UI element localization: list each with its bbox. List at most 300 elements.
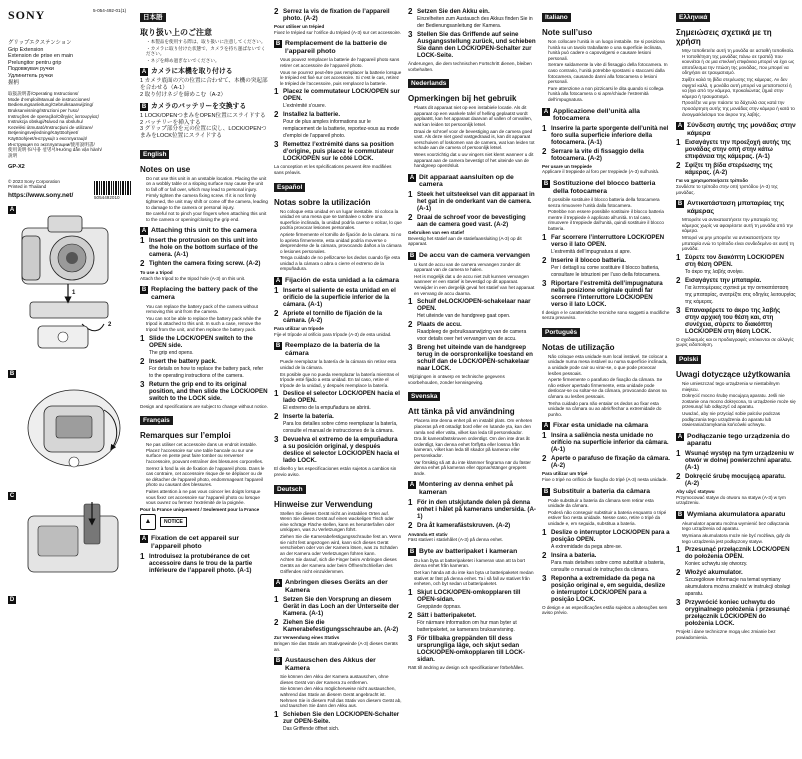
step-text: Σύρετε τον διακόπτη LOCK/OPEN στη θέση OPEN. xyxy=(685,253,784,268)
french-notes xyxy=(140,442,268,506)
tripod-text: Przymocować statyw do otworu na statyw (A-3) w tym urządzeniu. xyxy=(676,494,786,506)
title-ru-2: Удлинитель ручки xyxy=(8,72,53,79)
notice-symbol xyxy=(140,514,268,530)
swedish-step-a1: 1 För in den utskjutande delen på denna enhet i hålet på kamerans undersida. (A-1) xyxy=(408,497,536,520)
camera-with-grip-illustration xyxy=(8,206,134,366)
portuguese-step-a1: 1 Insira a saliência nesta unidade no orifício na superfície inferior da câmara. (A-1) xyxy=(542,431,669,454)
japanese-section-b: B カメラのバッテリーを交換する xyxy=(141,103,247,111)
note-item: • Aperte firmemente o parafuso de fixação da câmara. Se não estiver apertado firmemente, esta unidade pode deslocar-se ou soltar-se da câmara, provocando danos na câmara ou lesões pessoais. xyxy=(548,377,670,399)
portuguese-step-b3: 3 Reponha a extremidade da pega na posição original e, em seguida, deslize o interruptor LOCK/OPEN para a posição LOCK. xyxy=(542,575,670,603)
step-subtext: Einzelheiten zum Austausch des Akkus finden Sie in der Bedienungsanleitung der Kamera. xyxy=(417,16,533,29)
step-text: Introduisez la protubérance de cet accessoire dans le trou de la partie inférieure de l’appareil photo. (A-1) xyxy=(149,552,253,574)
design-note: Ο σχεδιασμός και οι προδιαγραφές υπόκεινται σε αλλαγές χωρίς ειδοποίηση. xyxy=(676,336,794,348)
column-1 xyxy=(8,6,134,754)
note-item: • Faites attention à ne pas vous coincer les doigts lorsque vous fixez cet accessoire sur l’appareil photo ou lorsque vous ouvrez ou fermez l’extrémité de la poignée. xyxy=(146,489,268,506)
swedish-step-b3: 3 För tillbaka greppänden till dess ursprungliga läge, och skjut sedan LOCK/OPEN-omkopplaren till LOCK-sidan. xyxy=(408,635,536,663)
step-text: Devuelva el extremo de la empuñadura a su posición original, y después deslice el selector LOCK/OPEN hacia el lado LOCK. xyxy=(283,436,400,465)
figure-b xyxy=(8,370,134,488)
note-item: • Fare attenzione a non pizzicarsi le dita quando si collega l’unità alla fotocamera o si apre/chiude l’estremità dell’impugnatura. xyxy=(548,86,670,103)
design-note: Rätt till ändring av design och specifikationer förbehålles. xyxy=(408,664,524,670)
step-text: 1 カメラ底面の穴の位置に合わせて、本機の突起部を合わせる（A-1） xyxy=(140,78,268,91)
instructions-line: Käyttöohjeet/Інструкції з експлуатації/ xyxy=(8,135,88,141)
instructions-list xyxy=(8,91,134,158)
swedish-section-a: A Montering av denna enhet på kameran xyxy=(408,481,536,496)
german-step-b1: 1 Schieben Sie den LOCK/OPEN-Schalter zur OPEN-Seite. Das Griffende öffnet sich. xyxy=(274,709,400,732)
note-item: • Placera inte denna enhet på en instabil plats. Om enheten placeras på ett ostadigt bord eller en lutande yta, kan den ramla ned eller välta, vilket kan leda till personskador. xyxy=(414,418,536,435)
greek-step-b1: 1 Σύρετε τον διακόπτη LOCK/OPEN στη θέση OPEN. Το άκρο της λαβής ανοίγει. xyxy=(676,252,784,275)
instructions-line: Bruksanvisning/Istruzioni per l’uso/ xyxy=(8,107,79,113)
german-step-b3: 3 Stellen Sie das Griffende auf seine Ausgangsstellung zurück, und schieben Sie dann den LOCK/OPEN-Schalter zur LOCK-Seite. xyxy=(408,30,536,59)
portuguese-step-b2: 2 Insira a bateria. Para mais detalhes sobre como substituir a bateria, consulte o manual de instruções da câmara. xyxy=(542,550,665,573)
step-text: Εισαγάγετε την μπαταρία. xyxy=(685,276,762,284)
italian-step-a1: 1 Inserire la parte sporgente dell’unità nel foro sulla superficie inferiore della fotocamera. (A-1) xyxy=(542,123,669,146)
instructions-line: Kezelési útmutató/Instrucţiuni de utilizare/ xyxy=(8,124,93,130)
figure-d-label: D xyxy=(9,597,15,604)
section-title: カメラのバッテリーを交換する xyxy=(151,103,247,111)
step-subtext: För närmare information om hur man byter ut batteripaketet, se kamerans bruksanvisning. xyxy=(417,619,517,633)
french-notes-heading: Remarques sur l’emploi xyxy=(140,431,231,441)
japanese-notes-heading: 取り扱い上のご注意 xyxy=(140,28,212,37)
step-text: Draai de schroef voor de bevestiging aan de camera goed vast. (A-2) xyxy=(417,213,526,228)
step-subtext: Szczegółowe informacje na temat wymiany akumulatora można znaleźć w instrukcji obsługi aparatu. xyxy=(685,577,791,598)
french-section-b: B Remplacement de la batterie de l’appareil photo xyxy=(274,40,402,55)
step-subtext: For details on how to replace the battery pack, refer to the operating instructions of the camera. xyxy=(149,365,264,379)
note-item: • Uważać, aby nie przyciąć sobie palców podczas podłączania tego urządzenia do aparatu lub otwierania/zamykania końcówki uchwytu. xyxy=(682,411,796,428)
english-step-a2: 2 Tighten the camera fixing screw. (A-2) xyxy=(140,259,261,269)
step-text: Inserte la batería. xyxy=(283,413,334,421)
german-step-a2: 2 Ziehen Sie die Kamerabefestigungsschraube an. (A-2) xyxy=(274,619,402,633)
german-section-a: A Anbringen dieses Geräts an der Kamera xyxy=(274,579,402,594)
swedish-notes xyxy=(408,418,536,476)
step-text: Stellen Sie das Griffende auf seine Ausgangsstellung zurück, und schieben Sie dann den LOCK/OPEN-Schalter zur LOCK-Seite. xyxy=(417,31,536,59)
tripod-text: Fixe o tripé no orifício de fixação do tripé (A-3) nesta unidade. xyxy=(542,476,668,482)
italian-notes-b xyxy=(542,197,670,232)
lang-german: Deutsch xyxy=(274,485,306,494)
cover-header xyxy=(8,6,134,22)
instructions-line: Инструкция по эксплуатации/使用說明書/ xyxy=(8,141,95,147)
polish-notes xyxy=(676,381,796,428)
dutch-step-b2: 2 Plaats de accu. Raadpleeg de gebruiksaanwijzing van de camera voor details over het vervangen van de accu. xyxy=(408,320,527,343)
notice-icon: ▲ xyxy=(140,514,156,530)
note-item: • Vous ne pourrez peut-être pas remplacer la batterie lorsque le trépied est fixé sur cet accessoire. Si c’est le cas, retirez le trépied de l’accessoire, puis remplacez la batterie. xyxy=(280,70,402,87)
tripod-text: Attach the tripod to the tripod hole (A-3) on this unit. xyxy=(140,275,246,281)
note-item: • Du kan byta ut batteripaketet i kameran utan att ta bort denna enhet från kameran. xyxy=(414,558,536,569)
step-subtext: Het uiteinde van de handgreep gaat open. xyxy=(417,313,511,320)
english-section-a: A Attaching this unit to the camera xyxy=(141,227,257,235)
lang-portuguese: Português xyxy=(542,328,580,337)
note-item: • Achten Sie darauf, sich die Finger beim Anbringen dieses Geräts an der Kamera oder beim Öffnen/Schließen des Griffendes nicht einzuklemmen. xyxy=(280,557,402,574)
step-text: Installez la batterie. xyxy=(283,111,341,119)
section-title: De accu van de camera vervangen xyxy=(419,251,531,259)
note-item: • Σφίξτε καλά τη βίδα στερέωσης της κάμερας. Αν δεν σφιχτεί καλά, η μονάδα αυτή μπορεί να μετατοπιστεί ή να βγει από την κάμερα, προκαλώντας ζημιά στην κάμερα ή τραυματισμό. xyxy=(682,77,796,99)
copyright-block xyxy=(8,179,134,201)
french-step-b2: 2 Installez la batterie. Pour de plus amples informations sur le remplacement de la batterie, reportez-vous au mode d’emploi de l’appareil photo. xyxy=(274,110,400,140)
column-5 xyxy=(542,6,670,754)
note-item: • ・カメラに取り付けた状態で、カメラを持ち運ばないでください。 xyxy=(146,46,268,57)
tripod-heading: Per usare un treppiede xyxy=(542,163,592,169)
step-text: Schieben Sie den LOCK/OPEN-Schalter zur OPEN-Seite. xyxy=(283,710,400,725)
spanish-section-b: B Reemplazo de la batería de la cámara xyxy=(274,342,402,357)
step-text: Slide the LOCK/OPEN switch to the OPEN side. xyxy=(149,334,253,349)
lang-french: Français xyxy=(140,416,173,425)
section-title: Montering av denna enhet på kameran xyxy=(419,481,514,496)
section-title: Applicazione dell’unità alla fotocamera xyxy=(553,107,640,123)
swedish-notes-b xyxy=(408,558,536,587)
dutch-section-b: B De accu van de camera vervangen xyxy=(409,251,531,259)
lang-italian: Italiano xyxy=(542,13,571,22)
tripod-heading: To use a tripod xyxy=(140,270,173,276)
section-title: Fixar esta unidade na câmara xyxy=(553,422,649,430)
step-subtext: Για λεπτομέρειες σχετικά με την αντικατάσταση της μπαταρίας, ανατρέξτε στις οδηγίες λειτουργίας της κάμερας. xyxy=(685,284,796,305)
note-item: • Nie umieszczać tego urządzenia w niestabilnym miejscu. xyxy=(682,381,796,392)
step-text: Przesunąć przełącznik LOCK/OPEN do położenia OPEN. xyxy=(685,546,790,561)
france-only-heading: Pour la France uniquement / Seulement pour la France xyxy=(140,506,260,512)
swedish-step-b2: 2 Sätt i batteripaketet. För närmare information om hur man byter ut batteripaketet, se kamerans bruksanvisning. xyxy=(408,610,517,633)
tripod-heading: Zur Verwendung eines Stativs xyxy=(274,635,340,641)
dutch-step-b1: 1 Schuif deLOCK/OPEN-schakelaar naar OPEN. Het uiteinde van de handgreep gaat open. xyxy=(408,297,531,320)
portuguese-notes-heading: Notas de utilização xyxy=(542,342,615,352)
step-text: Insira a saliência nesta unidade no orifício na superfície inferior da câmara. (A-1) xyxy=(551,432,669,454)
section-title: Reemplazo de la batería de la cámara xyxy=(285,342,380,357)
lang-japanese: 日本語 xyxy=(140,13,166,22)
title-fr: Extension de prise en main xyxy=(8,53,74,60)
step-text: Placez le commutateur LOCK/OPEN sur OPEN. xyxy=(283,88,400,103)
note-item: • No coloque esta unidad en un lugar inestable. Si coloca la unidad en una mesa que se tambalee o sobre una superficie inclinada, la unidad podría caerse o volcar, lo que podría provocar lesiones personales. xyxy=(280,209,402,231)
copyright: © 2023 Sony Corporation xyxy=(8,178,60,184)
note-item: • Wees voorzichtig dat u uw vingers niet klemt wanneer u dit apparaat aan de camera bevestigt of het uiteinde van de handgreep opent/sluit. xyxy=(414,152,536,169)
design-note: Il design e le caratteristiche tecniche sono soggetti a modifiche senza preavviso. xyxy=(542,309,670,321)
tripod-text: Fäst stativet i stativhålet (A-3) på denna enhet. xyxy=(408,537,503,543)
polish-step-b2: 2 Włożyć akumulator. Szczegółowe informacje na temat wymiany akumulatora można znaleźć w instrukcji obsługi aparatu. xyxy=(676,568,791,598)
note-item: • ・本製品を使用する際は、取り扱いに注意してください。 xyxy=(146,39,268,45)
design-note: Design and specifications are subject to change without notice. xyxy=(140,403,268,409)
step-text: Inserire il blocco batteria. xyxy=(551,256,626,264)
note-item: • Do not use this unit in an unstable location. Placing the unit on a wobbly table or a sloping surface may cause the unit to fall off or fall over, which may lead to personal injury. xyxy=(146,176,268,193)
section-title: Fixation de cet appareil sur l’appareil photo xyxy=(151,535,240,550)
tripod-text: Συνδέστε το τρίποδο στην οπή τριπόδου (A-3) της μονάδας. xyxy=(676,183,778,195)
figure-a xyxy=(8,206,134,366)
tripod-heading: Para utilizar um tripé xyxy=(542,471,588,477)
brand-logo: SONY xyxy=(8,8,46,22)
note-item: • Pode substituir a bateria da câmara sem retirar esta unidade da câmara. xyxy=(548,498,670,509)
design-note: Wijzigingen in ontwerp en technische gegevens voorbehouden, zonder kennisgeving. xyxy=(408,374,505,385)
note-item: • Serrez à fond la vis de fixation de l’appareil photo. Dans le cas contraire, cet accessoire risque de se déplacer ou de se détacher de l’appareil photo, endommageant l’appareil photo ou causant des blessures. xyxy=(146,466,268,488)
note-item: • Be careful not to pinch your fingers when attaching this unit to the camera or opening/closing the grip end. xyxy=(146,211,268,222)
section-title: Substituir a bateria da câmara xyxy=(553,487,651,495)
spanish-step-b3: 3 Devuelva el extremo de la empuñadura a su posición original, y después deslice el selector LOCK/OPEN hacia el lado LOCK. xyxy=(274,436,402,464)
section-title: Anbringen dieses Geräts an der Kamera xyxy=(285,579,388,594)
note-item: • Potrebbe non essere possibile sostituire il blocco batteria mentre il treppiede è applicato all’unità. In tal caso, rimuovere il treppiede dall’unità, quindi sostituire il blocco batteria. xyxy=(548,209,670,231)
note-item: • You can replace the battery pack of the camera without removing this unit from the camera. xyxy=(146,304,268,315)
note-item: • U kunt de accu van de camera vervangen zonder dit apparaat van de camera te halen. xyxy=(414,262,536,273)
polish-step-a1: 1 Wsunąć występ na tym urządzeniu w otwór w dolnej powierzchni aparatu. (A-1) xyxy=(676,450,796,471)
instructions-line: Betjeningsvejledning/Käyttöohjeet/ xyxy=(8,130,79,136)
section-title: Wymiana akumulatora aparatu xyxy=(687,510,786,518)
note-item: • Μην τοποθετείτε αυτή τη μονάδα σε ασταθή τοποθεσία. Η τοποθέτηση της μονάδας πάνω σε τραπέζι που κουνιέται ή σε μια επικλινή επιφάνεια μπορεί να έχει ως αποτέλεσμα την πτώση της μονάδας, που μπορεί να οδηγήσει σε τραυματισμό. xyxy=(682,48,796,76)
step-subtext: L’estremità dell’impugnatura si apre. xyxy=(551,248,632,255)
step-text: För tillbaka greppänden till dess ursprungliga läge, och skjut sedan LOCK/OPEN-omkopplaren till LOCK-sidan. xyxy=(417,634,525,663)
polish-notes-heading: Uwagi dotyczące użytkowania xyxy=(676,370,791,380)
english-notes-b xyxy=(140,304,268,333)
step-text: Włożyć akumulator. xyxy=(685,569,743,577)
note-item: • Ziehen Sie die Kamerabefestigungsschraube fest an. Wenn sie nicht fest angezogen wird, kann sich dieses Gerät verschieben oder von der Kamera lösen, was zu Schäden an der Kamera oder Verletzungen führen kann. xyxy=(280,534,402,556)
step-text: Skjut LOCK/OPEN-omkopplaren till OPEN-sidan. xyxy=(417,588,521,603)
step-subtext: Raadpleeg de gebruiksaanwijzing van de camera voor details over het vervangen van de accu. xyxy=(417,329,527,343)
italian-step-b1: 1 Far scorrere l’interruttore LOCK/OPEN verso il lato OPEN. L’estremità dell’impugnatura si apre. xyxy=(542,232,665,255)
step-subtext: Greppände öppnas. xyxy=(417,603,462,610)
tripod-heading: Gebruiken van een statief xyxy=(408,229,464,235)
step-text: Sätt i batteripaketet. xyxy=(417,611,477,619)
polish-section-a: A Podłączanie tego urządzenia do aparatu xyxy=(676,433,796,448)
section-title: Fijación de esta unidad a la cámara xyxy=(285,277,400,285)
note-item: • Apriete firmemente el tornillo de fijación de la cámara. Si no lo aprieta firmemente, esta unidad podría moverse o desprenderse de la cámara, provocando daños a la cámara o lesiones personales. xyxy=(280,232,402,254)
note-item: • Sie können den Akku möglicherweise nicht austauschen, während das Stativ an diesem Gerät angebracht ist. Nehmen Sie in diesem Fall das Stativ von diesem Gerät ab, und tauschen Sie dann den Akku aus. xyxy=(280,686,402,708)
figure-d xyxy=(8,596,134,644)
english-notes-heading: Notes on use xyxy=(140,164,191,174)
step-text: Setzen Sie den Akku ein. xyxy=(417,8,490,15)
column-2 xyxy=(140,6,268,754)
italian-notes-heading: Note sull’uso xyxy=(542,28,593,37)
lang-polish: Polski xyxy=(676,355,701,364)
greek-notes-b xyxy=(676,217,796,252)
figure-c-label: C xyxy=(9,493,15,500)
section-title: Replacing the battery pack of the camera xyxy=(151,286,258,302)
step-text: Reponha a extremidade da pega na posição original e, em seguida, deslize o interruptor LOCK/OPEN para a posição LOCK. xyxy=(551,574,666,603)
italian-notes xyxy=(542,39,670,103)
note-item: • Tenha cuidado para não entalar os dedos ao fixar esta unidade na câmara ou ao abrir/fechar a extremidade do punho. xyxy=(548,401,670,418)
step-text: Plaats de accu. xyxy=(417,321,462,329)
step-text: Deslice el selector LOCK/OPEN hacia el lado OPEN. xyxy=(283,390,400,405)
note-item: • Poderá não conseguir substituir a bateria enquanto o tripé estiver fixo nesta unidade. Nesse caso, retire o tripé da unidade e, em seguida, substitua a bateria. xyxy=(548,510,670,527)
battery-insert-illustration xyxy=(8,492,134,592)
barcode xyxy=(94,181,134,195)
french-step-a2: 2 Serrez la vis de fixation de l’appareil photo. (A-2) xyxy=(274,8,402,22)
dutch-notes xyxy=(408,105,536,169)
tripod-text: Applicare il treppiede al foro per treppiede (A-3) sull’unità. xyxy=(542,169,660,175)
dutch-step-b3: 3 Breng het uiteinde van de handgreep terug in de oorspronkelijke toestand en schuif dan de LOCK/OPEN-schakelaar naar LOCK. xyxy=(408,344,536,372)
italian-step-b2: 2 Inserire il blocco batteria. Per i dettagli su come sostituire il blocco batteria, consultare le istruzioni per l’uso della fotocamera. xyxy=(542,255,661,278)
french-step-b3: 3 Remettez l’extrémité dans sa position d’origine, puis placez le commutateur LOCK/OPEN sur le côté LOCK. xyxy=(274,141,402,162)
tripod-text: Bringen Sie das Stativ am Stativgewinde (A-3) dieses Geräts an. xyxy=(274,640,398,652)
step-subtext: Para mais detalhes sobre como substituir a bateria, consulte o manual de instruções da câmara. xyxy=(551,559,665,573)
section-title: Αντικατάσταση μπαταρίας της κάμερας xyxy=(687,200,785,215)
swedish-notes-heading: Att tänka på vid användning xyxy=(408,407,515,417)
step-text: Inserte el saliente de esta unidad en el orificio de la superficie inferior de la cámara. (A-1) xyxy=(283,287,396,309)
callout-1: 1 xyxy=(72,290,76,297)
section-title: Remplacement de la batterie de l’appareil photo xyxy=(285,40,387,55)
step-subtext: A extremidade da pega abre-se. xyxy=(551,543,623,550)
portuguese-section-b: B Substituir a bateria da câmara xyxy=(543,487,651,495)
lang-spanish: Español xyxy=(274,183,305,192)
polish-notes-b xyxy=(676,521,796,544)
title-ru-1: Подовжувач ручки xyxy=(8,66,54,73)
dutch-step-a2: 2 Draai de schroef voor de bevestiging aan de camera goed vast. (A-2) xyxy=(408,214,536,228)
step-text: Return the grip end to its original position, and then slide the LOCK/OPEN switch to the LOCK side. xyxy=(149,380,268,402)
greek-section-a: A Σύνδεση αυτής της μονάδας στην κάμερα xyxy=(677,122,796,137)
step-text: Dokręcić śrubę mocującą aparatu. (A-2) xyxy=(685,472,786,487)
section-title: Podłączanie tego urządzenia do aparatu xyxy=(687,432,790,448)
french-step-a1: 1 Introduisez la protubérance de cet accessoire dans le trou de la partie inférieure de l’appareil photo. (A-1) xyxy=(140,553,268,574)
note-item: • Draai de schroef voor de bevestiging aan de camera goed vast. Als deze niet goed vastgedraaid is, kan dit apparaat verschuiven of loskomen van de camera, wat kan leiden tot schade aan de camera of persoonlijk letsel. xyxy=(414,129,536,151)
grip-bottom-illustration xyxy=(8,370,134,488)
portuguese-step-b1: 1 Deslize o interruptor LOCK/OPEN para a posição OPEN. A extremidade da pega abre-se. xyxy=(542,527,670,550)
step-text: Przywrócić koniec uchwytu do oryginalnego położenia i przesunąć przełącznik LOCK/OPEN do położenia LOCK. xyxy=(685,599,790,628)
spanish-notes-heading: Notas sobre la utilización xyxy=(274,197,371,207)
note-item: • You can not be able to replace the battery pack while the tripod is attached to this unit. In such a case, remove the tripod from the unit, and then replace the battery pack. xyxy=(146,316,268,333)
column-3 xyxy=(274,6,402,754)
note-item: • Dra åt kamerafästskruven ordentligt. Om den inte dras åt ordentligt, kan denna enhet förflytta eller lossna från kameran, vilket kan leda till skador på kameran eller personskador. xyxy=(414,436,536,458)
note-item: • Ne pas utiliser cet accessoire dans un endroit instable. Placez l’accessoire sur une table bancale ou sur une surface en pente peut faire tomber ou renverser l’accessoire, pouvant entraîner des blessures corporelles. xyxy=(146,442,268,464)
instructions-line: 說明 xyxy=(8,152,18,158)
tripod-heading: Para utilizar un trípode xyxy=(274,326,324,332)
note-item: • Μπορεί να μην μπορείτε να αντικαταστήσετε την μπαταρία ενώ το τρίποδο είναι συνδεδεμένο σε αυτή τη μονάδα. xyxy=(682,235,796,252)
greek-notes-heading: Σημειώσεις σχετικά με τη χρήση xyxy=(676,28,772,46)
instructions-line: Bedienungsanleitung/Gebruiksaanwijzing/ xyxy=(8,102,94,108)
spanish-step-a2: 2 Apriete el tornillo de fijación de la cámara. (A-2) xyxy=(274,310,402,324)
italian-section-a: A Applicazione dell’unità alla fotocamera xyxy=(542,108,670,123)
step-subtext: Para los detalles sobre cómo reemplazar la batería, consulte el manual de instrucciones de la cámara. xyxy=(283,421,398,435)
step-text: Σφίξτε τη βίδα στερέωσης της κάμερας. (A-2) xyxy=(685,162,773,177)
greek-step-b3: 3 Επαναφέρετε το άκρο της λαβής στην αρχική του θέση και, στη συνέχεια, σύρετε το διακόπτη LOCK/OPEN στη θέση LOCK. xyxy=(676,307,796,335)
column-4 xyxy=(408,6,536,754)
design-note: Projekt i dane techniczne mogą ulec zmianie bez powiadomienia. xyxy=(676,629,776,640)
step-text: Εισαγάγετε την προεξοχή αυτής της μονάδας στην οπή στην κάτω επιφάνεια της κάμερας. (A-1) xyxy=(685,139,791,161)
step-text: Setzen Sie den Vorsprung an diesem Gerät in das Loch an der Unterseite der Kamera. (A-1) xyxy=(283,596,399,618)
lang-swedish: Svenska xyxy=(408,392,440,401)
tripod-text: Fixez le trépied sur l’orifice du trépied (A-3) sur cet accessoire. xyxy=(274,29,402,35)
note-item: • Firmly tighten the camera fixing screw. If it is not firmly tightened, the unit may shift or come off the camera, leading to damage to the camera or personal injury. xyxy=(146,193,268,210)
step-text: Insert the battery pack. xyxy=(149,357,217,365)
callout-2: 2 xyxy=(108,322,112,329)
portuguese-notes xyxy=(542,354,670,418)
step-text: Inserire la parte sporgente dell’unità nel foro sulla superficie inferiore della fotocamera. (A-1) xyxy=(551,124,669,146)
step-text: Tighten the camera fixing screw. (A-2) xyxy=(149,260,261,268)
italian-step-a2: 2 Serrare la vite di fissaggio della fotocamera. (A-2) xyxy=(542,148,670,162)
instructions-line: 使用说明书/사용 설명서/Hướng dẫn vận hành/ xyxy=(8,147,102,153)
step-text: 3 グリップ部分を元の位置に戻し、LOCK/OPENつまみをLOCK位置にスライドする xyxy=(140,126,267,139)
step-subtext: Das Griffende öffnet sich. xyxy=(283,725,340,732)
step-text: Deslize o interruptor LOCK/OPEN para a posição OPEN. xyxy=(551,528,670,543)
figure-b-label: B xyxy=(9,371,15,378)
greek-notes xyxy=(676,48,796,117)
section-title: Attaching this unit to the camera xyxy=(151,227,257,235)
note-item: • Non collocare l’unità in un luogo instabile. Se si posiziona l’unità su un tavolo traballante o una superficie inclinata, l’unità può cadere o capovolgersi e causare lesioni personali. xyxy=(548,39,670,61)
note-item: • Tenga cuidado de no pellizcarse los dedos cuando fije esta unidad a la cámara o abra o cierre el extremo de la empuñadura. xyxy=(280,255,402,272)
german-notes-heading: Hinweise zur Verwendung xyxy=(274,499,373,509)
section-title: Dit apparaat aansluiten op de camera xyxy=(419,173,514,189)
step-text: Dra åt kamerafästskruven. (A-2) xyxy=(417,521,511,529)
greek-step-b2: 2 Εισαγάγετε την μπαταρία. Για λεπτομέρειες σχετικά με την αντικατάσταση της μπαταρίας, ανατρέξτε στις οδηγίες λειτουργίας της κάμερας. xyxy=(676,275,796,305)
title-ja: グリップエクステンション xyxy=(8,40,72,46)
section-title: カメラに本機を取り付ける xyxy=(151,68,233,76)
step-text: Επαναφέρετε το άκρο της λαβής στην αρχική του θέση και, στη συνέχεια, σύρετε το διακόπτη LOCK/OPEN στη θέση LOCK. xyxy=(685,306,781,335)
step-text: För in den utskjutande delen på denna enhet i hålet på kamerans undersida. (A-1) xyxy=(417,498,536,520)
step-subtext: Pour de plus amples informations sur le remplacement de la batterie, reportez-vous au mode d’emploi de l’appareil photo. xyxy=(283,119,400,140)
german-notes xyxy=(274,511,402,575)
note-item: • Sie können den Akku der Kamera austauschen, ohne dieses Gerät von der Kamera zu entfernen. xyxy=(280,674,402,685)
step-text: Ziehen Sie die Kamerabefestigungsschraube an. (A-2) xyxy=(283,619,399,634)
step-text: Riportare l’estremità dell’impugnatura nella posizione originale quindi far scorrere l’interruttore LOCK/OPEN verso il lato LOCK. xyxy=(551,279,663,308)
design-note: La conception et les spécifications peuvent être modifiées sans préavis. xyxy=(274,164,392,175)
italian-section-b: B Sostituzione del blocco batteria della fotocamera xyxy=(542,180,670,195)
note-item: • Dokręcić mocno śrubę mocującą aparatu. Jeśli nie zostanie ona mocno dokręcona, to urządzenie może się przesunąć lub odłączyć od aparatu. xyxy=(682,393,796,410)
dutch-section-a: A Dit apparaat aansluiten op de camera xyxy=(408,174,536,189)
step-text: Remettez l’extrémité dans sa position d’origine, puis placez le commutateur LOCK/OPEN sur le côté LOCK. xyxy=(283,141,394,163)
instructions-line: Instruções de operação/Οδηγίες λειτουργίας/ xyxy=(8,113,100,119)
french-notes-b xyxy=(274,57,402,86)
swedish-step-a2: 2 Dra åt kamerafästskruven. (A-2) xyxy=(408,520,511,530)
lang-greek: Ελληνικά xyxy=(676,13,710,22)
tripod-text: Bevestig het statief aan de statiefaansluiting (A-3) op dit apparaat. xyxy=(408,235,522,247)
portuguese-section-a: A Fixar esta unidade na câmara xyxy=(543,422,649,430)
spanish-notes-b xyxy=(274,359,402,388)
step-text: Serrez la vis de fixation de l’appareil photo. (A-2) xyxy=(283,8,390,22)
design-note: O design e as especificações estão sujeitos a alterações sem aviso prévio. xyxy=(542,604,668,616)
polish-step-b1: 1 Przesunąć przełącznik LOCK/OPEN do położenia OPEN. Koniec uchwytu się otworzy. xyxy=(676,545,790,568)
tripod-heading: Använda ett stativ xyxy=(408,531,448,537)
printed-in: Printed in Thailand xyxy=(8,184,47,190)
note-item: • Stellen Sie dieses Gerät nicht an instabilen Orten auf. Wenn Sie dieses Gerät auf einen wackeligen Tisch oder eine schräge Fläche stellen, kann es herunterfallen oder umkippen, was zu Verletzungen führt. xyxy=(280,511,402,533)
step-text: Far scorrere l’interruttore LOCK/OPEN verso il lato OPEN. xyxy=(551,233,665,248)
greek-step-a1: 1 Εισαγάγετε την προεξοχή αυτής της μονάδας στην οπή στην κάτω επιφάνεια της κάμερας. (A-1) xyxy=(676,139,796,160)
note-item: • Puede reemplazar la batería de la cámara sin retirar esta unidad de la cámara. xyxy=(280,359,402,370)
german-section-b: B Austauschen des Akkus der Kamera xyxy=(274,657,402,672)
italian-step-b3: 3 Riportare l’estremità dell’impugnatura nella posizione originale quindi far scorrere l’interruttore LOCK/OPEN verso il lato LOCK. xyxy=(542,280,670,308)
german-step-b2: 2 Setzen Sie den Akku ein. Einzelheiten zum Austausch des Akkus finden Sie in der Bedienungsanleitung der Kamera. xyxy=(408,7,533,29)
website-link[interactable]: https://www.sony.net/ xyxy=(8,192,74,200)
note-item: • Μπορείτε να αντικαταστήσετε την μπαταρία της κάμερας χωρίς να αφαιρέσετε αυτή τη μονάδα από την κάμερα. xyxy=(682,217,796,234)
note-item: • Es posible que no pueda reemplazar la batería mientras el trípode esté fijado a esta unidad. En tal caso, retire el trípode de la unidad, y después reemplace la batería. xyxy=(280,372,402,389)
note-item: • È possibile sostituire il blocco batteria della fotocamera senza rimuovere l’unità dalla fotocamera. xyxy=(548,197,670,208)
japanese-section-a: A カメラに本機を取り付ける xyxy=(141,68,233,76)
instructions-line: Instrukcja obsługi/Návod na obsluhu/ xyxy=(8,119,84,125)
step-subtext: Το άκρο της λαβής ανοίγει. xyxy=(685,268,744,275)
spanish-notes xyxy=(274,209,402,273)
note-item: • Vous pouvez remplacer la batterie de l’appareil photo sans retirer cet accessoire de l’appareil photo. xyxy=(280,57,402,68)
step-text: Aperte o parafuso de fixação da câmara. (A-2) xyxy=(551,455,670,470)
french-section-a: A Fixation de cet appareil sur l’appareil photo xyxy=(140,535,268,550)
note-item: • Het is mogelijk dat u de accu niet zult kunnen vervangen wanneer er een statief is bevestigd op dit apparaat. Verwijder in een dergelijk geval het statief van het apparaat en vervang de accu daarna. xyxy=(414,274,536,296)
portuguese-notes-b xyxy=(542,498,670,527)
figure-c xyxy=(8,492,134,592)
notice-label: NOTICE xyxy=(160,517,187,527)
section-title: Byte av batteripaket i kameran xyxy=(419,547,518,555)
step-subtext: The grip end opens. xyxy=(149,349,194,356)
note-item: • ・ネジを締め過ぎないでください。 xyxy=(146,58,268,64)
portuguese-step-a2: 2 Aperte o parafuso de fixação da câmara. (A-2) xyxy=(542,454,670,470)
dutch-notes-heading: Opmerkingen bij het gebruik xyxy=(408,94,517,104)
step-subtext: Koniec uchwytu się otworzy. xyxy=(685,561,748,568)
note-item: • Não coloque esta unidade num local instável. Se colocar a unidade numa mesa instável ou numa superfície inclinada, a unidade pode cair ou virar-se, o que pode provocar lesões pessoais. xyxy=(548,354,670,376)
step-subtext: Per i dettagli su come sostituire il blocco batteria, consultare le istruzioni per l’uso della fotocamera. xyxy=(551,264,661,278)
french-step-b1: 1 Placez le commutateur LOCK/OPEN sur OPEN. L’extrémité s’ouvre. xyxy=(274,87,400,110)
english-notes xyxy=(140,176,268,223)
design-note: El diseño y las especificaciones están sujetos a cambios sin previo aviso. xyxy=(274,466,397,477)
step-text: Apriete el tornillo de fijación de la cámara. (A-2) xyxy=(283,310,383,325)
english-step-a1: 1 Insert the protrusion on this unit into the hole on the bottom surface of the camera. (A-1) xyxy=(140,237,268,258)
greek-step-a2: 2 Σφίξτε τη βίδα στερέωσης της κάμερας. (A-2) xyxy=(676,162,796,176)
title-cn: 握柄 xyxy=(8,79,19,86)
lang-dutch: Nederlands xyxy=(408,79,449,88)
swedish-step-b1: 1 Skjut LOCK/OPEN-omkopplaren till OPEN-sidan. Greppände öppnas. xyxy=(408,587,521,610)
note-item: • Var försiktig så att du inte klämmer fingrarna när du fäster denna enhet på kameran eller öppnar/stänger greppets ände. xyxy=(414,460,536,477)
tripod-heading: Για να χρησιμοποιήσετε τρίποδο xyxy=(676,178,748,184)
title-de: Prelungitor pentru grip xyxy=(8,59,62,66)
step-text: Insira a bateria. xyxy=(551,551,597,559)
column-6 xyxy=(676,6,796,754)
tripod-heading: Pour utiliser un trépied xyxy=(274,24,325,29)
english-step-b2: 2 Insert the battery pack. For details on how to replace the battery pack, refer to the operating instructions of the camera. xyxy=(140,356,264,379)
